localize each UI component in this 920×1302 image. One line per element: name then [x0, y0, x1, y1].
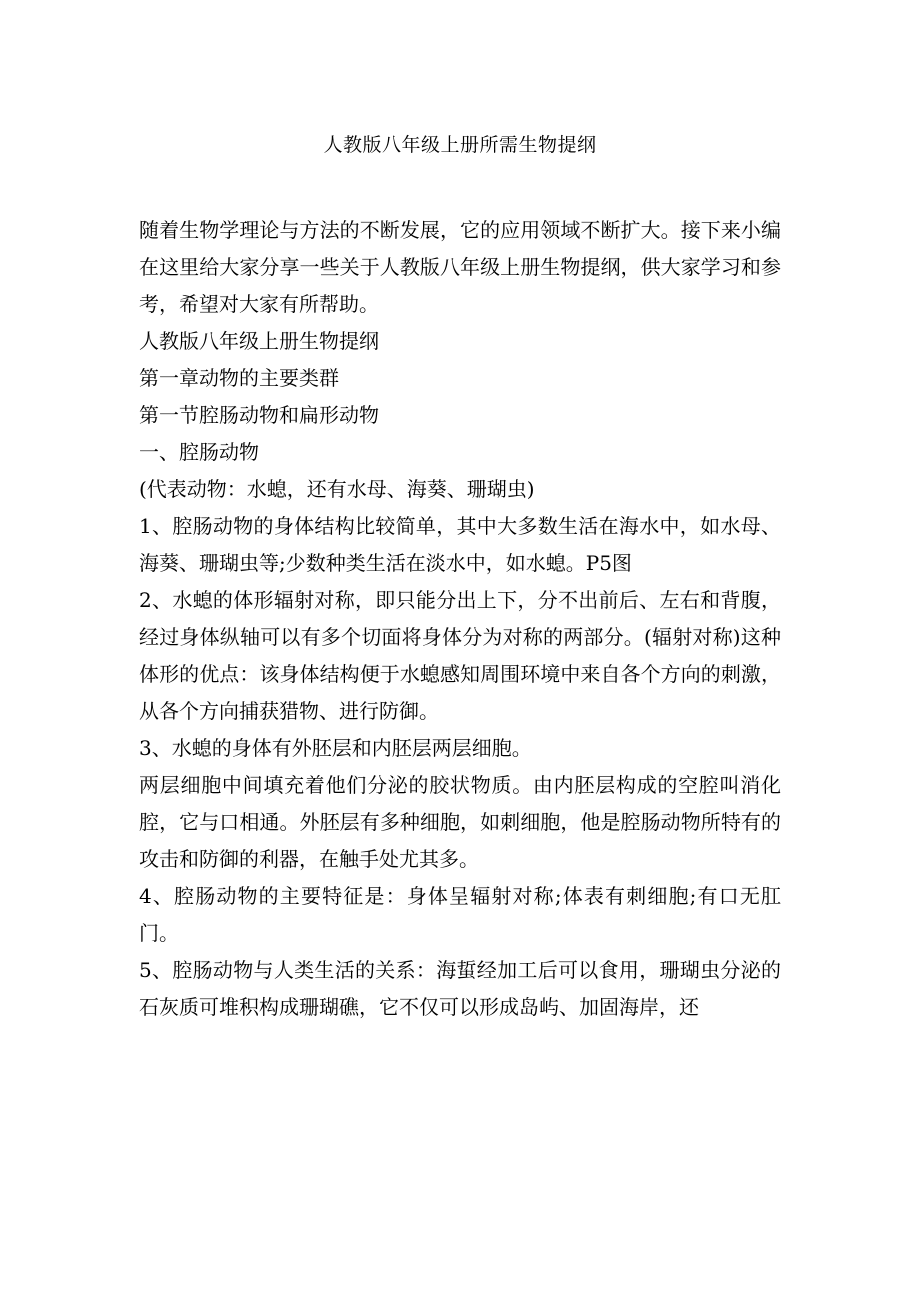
- document-body: [139, 212, 781, 1026]
- paragraph-intro: 随着生物学理论与方法的不断发展，它的应用领域不断扩大。接下来小编在这里给大家分享一些关于人教版八年级上册生物提纲，供大家学习和参考，希望对大家有所帮助。: [139, 218, 781, 316]
- paragraph-point-4: 4、腔肠动物的主要特征是：身体呈辐射对称;体表有刺细胞;有口无肛门。: [139, 884, 781, 945]
- paragraph-section-heading: 第一节腔肠动物和扁形动物: [139, 403, 379, 427]
- paragraph-point-3-detail: 两层细胞中间填充着他们分泌的胶状物质。由内胚层构成的空腔叫消化腔，它与口相通。外胚层有多种细胞，如刺细胞，他是腔肠动物所特有的攻击和防御的利器，在触手处尤其多。: [139, 773, 781, 871]
- document-title: 人教版八年级上册所需生物提纲: [323, 134, 597, 156]
- paragraph-heading-outline: 人教版八年级上册生物提纲: [139, 329, 379, 353]
- paragraph-chapter-heading: 第一章动物的主要类群: [139, 366, 339, 390]
- paragraph-subsection-heading: 一、腔肠动物: [139, 440, 259, 464]
- paragraph-point-5: 5、腔肠动物与人类生活的关系：海蜇经加工后可以食用，珊瑚虫分泌的石灰质可堆积构成珊瑚礁，它不仅可以形成岛屿、加固海岸，还: [139, 958, 781, 1019]
- paragraph-representative-animals: (代表动物：水螅，还有水母、海葵、珊瑚虫): [139, 477, 535, 501]
- paragraph-point-1: 1、腔肠动物的身体结构比较简单，其中大多数生活在海水中，如水母、海葵、珊瑚虫等;少数种类生活在淡水中，如水螅。P5图: [139, 514, 781, 575]
- paragraph-point-3: 3、水螅的身体有外胚层和内胚层两层细胞。: [139, 736, 532, 760]
- paragraph-point-2: 2、水螅的体形辐射对称，即只能分出上下，分不出前后、左右和背腹，经过身体纵轴可以有多个切面将身体分为对称的两部分。(辐射对称)这种体形的优点：该身体结构便于水螅感知周围环境中来自各个方向的刺激，从各个方向捕获猎物、进行防御。: [139, 588, 781, 723]
